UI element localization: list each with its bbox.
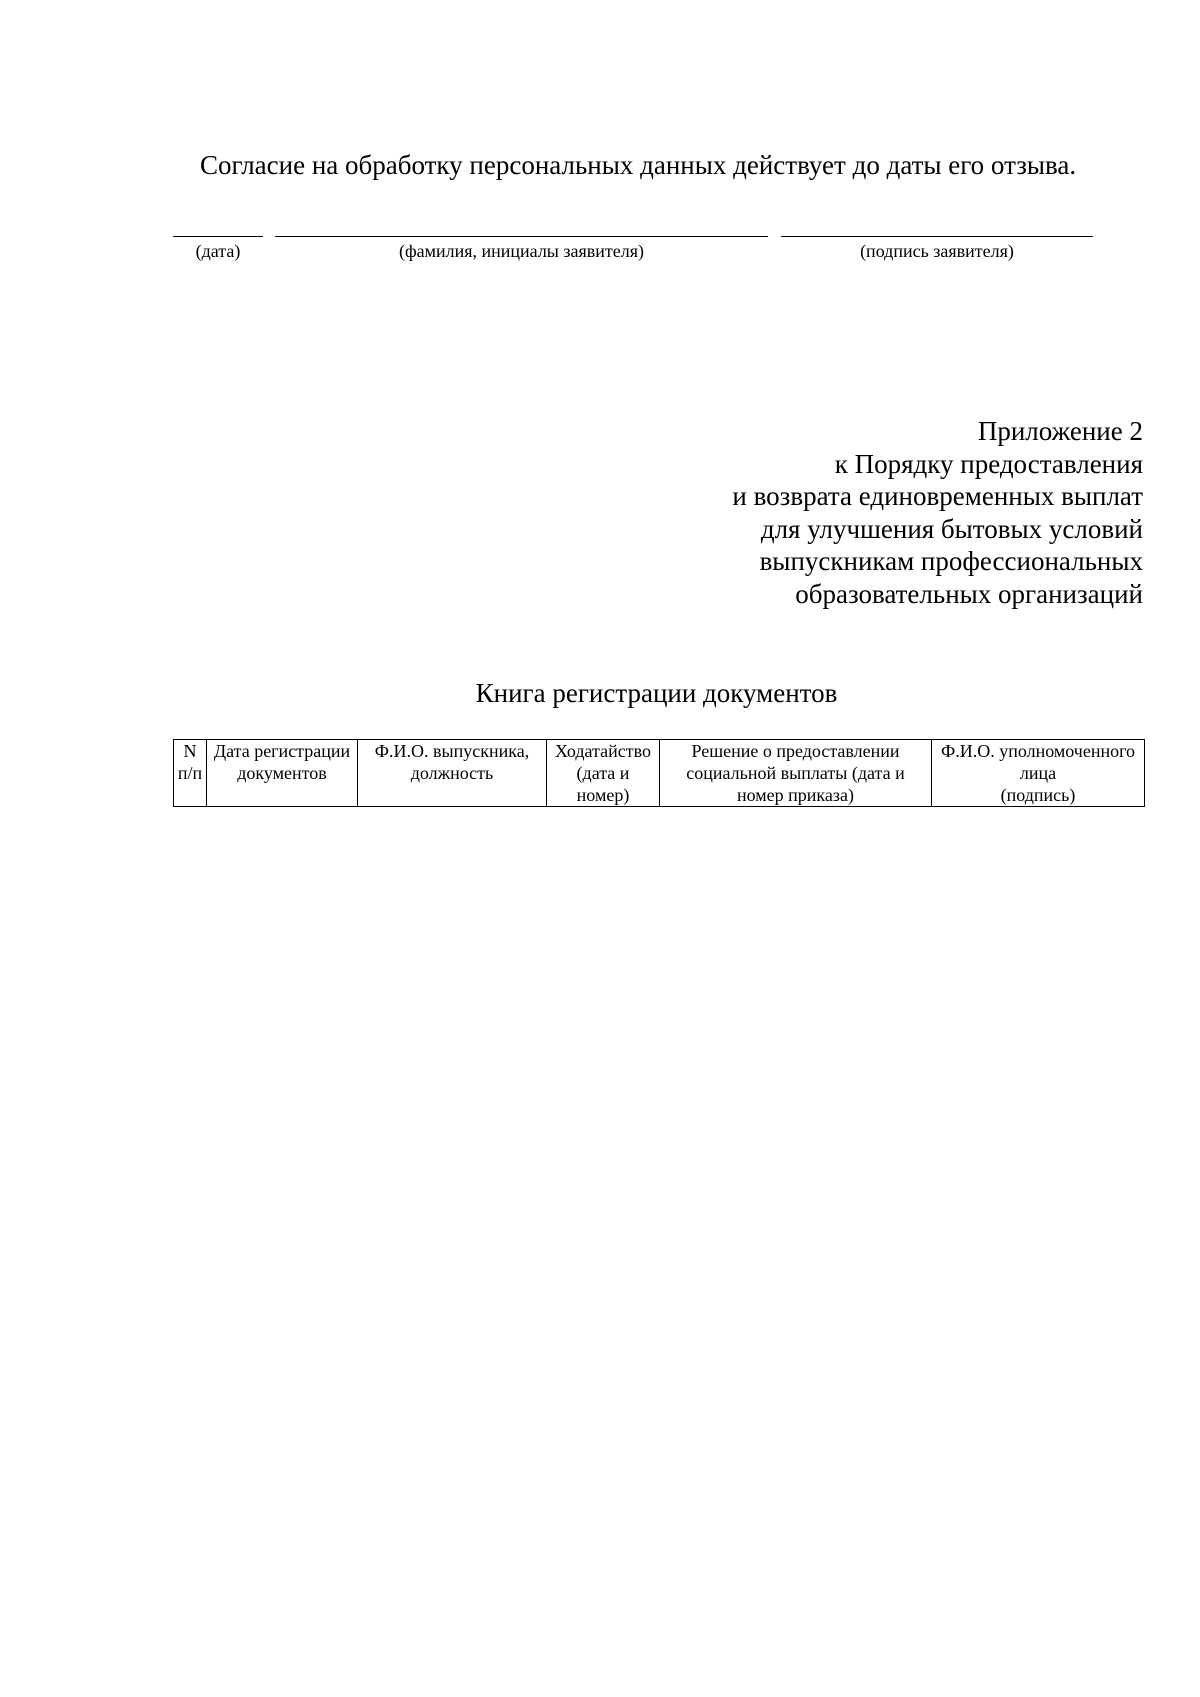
appendix-block — [732, 415, 1143, 610]
appendix-line: образовательных организаций — [795, 578, 1143, 609]
registration-table — [173, 739, 1145, 807]
column-header-decision — [660, 740, 932, 807]
header-line: Ходатайство — [555, 741, 651, 761]
header-line: номер приказа) — [737, 785, 854, 805]
header-line: п/п — [177, 763, 203, 783]
header-line: Дата регистрации — [213, 741, 351, 761]
header-line: должность — [410, 763, 494, 783]
header-line: социальной выплаты (дата и — [686, 763, 905, 783]
header-line: лица — [1019, 763, 1057, 783]
header-line: Ф.И.О. уполномоченного — [940, 741, 1136, 761]
date-caption: (дата) — [195, 241, 241, 261]
book-title: Книга регистрации документов — [475, 678, 838, 708]
header-line: N — [183, 741, 197, 761]
appendix-line: Приложение 2 — [977, 416, 1143, 446]
signature-caption: (подпись заявителя) — [860, 241, 1014, 261]
appendix-line: выпускникам профессиональных — [759, 546, 1143, 576]
appendix-line: к Порядку предоставления — [834, 448, 1143, 479]
name-caption: (фамилия, инициалы заявителя) — [398, 241, 645, 261]
column-header-authorized-person — [932, 740, 1145, 807]
header-line: (подпись) — [1000, 785, 1076, 805]
column-header-registration-date — [207, 740, 358, 807]
column-header-number — [174, 740, 207, 807]
column-header-petition — [547, 740, 660, 807]
header-line: номер) — [576, 785, 630, 805]
header-line: документов — [237, 763, 327, 783]
header-line: Ф.И.О. выпускника, — [374, 741, 530, 761]
appendix-line: для улучшения бытовых условий — [760, 513, 1143, 544]
signature-line — [781, 236, 1093, 237]
table-header-row — [174, 740, 1145, 807]
appendix-line: и возврата единовременных выплат — [732, 481, 1143, 511]
name-signature-line — [275, 236, 768, 237]
header-line: Решение о предоставлении — [691, 741, 900, 761]
header-line: (дата и — [576, 763, 630, 783]
column-header-graduate-name — [358, 740, 547, 807]
date-signature-line — [173, 236, 263, 237]
consent-text: Согласие на обработку персональных данных действует до даты его отзыва. — [200, 150, 1077, 180]
